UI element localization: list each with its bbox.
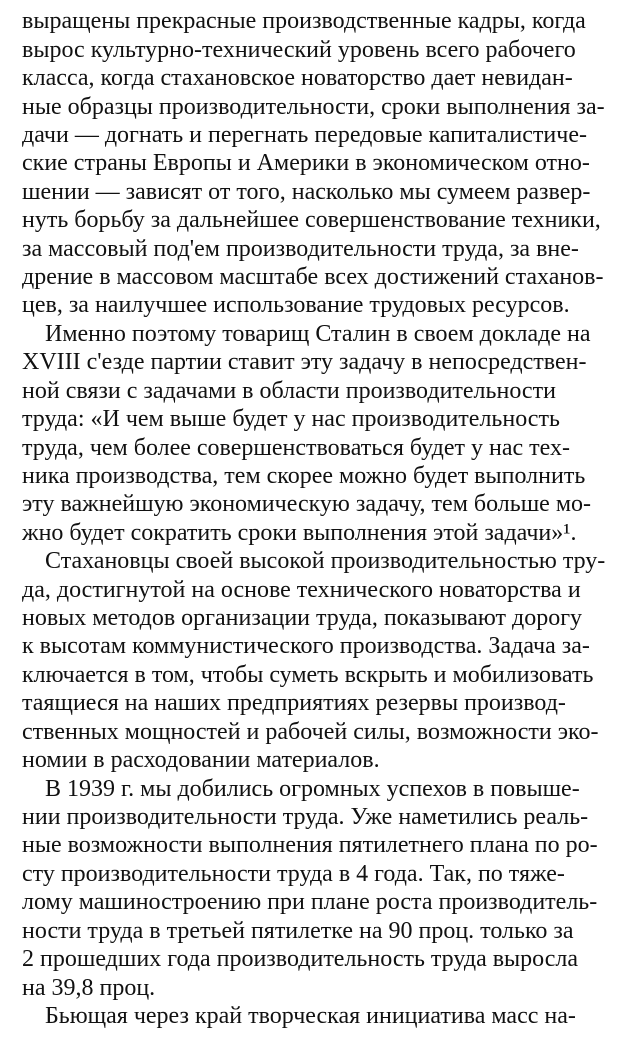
line-text: за массовый под'ем производительности труда, за вне-	[22, 236, 579, 262]
text-line	[0, 94, 644, 124]
text-line	[0, 179, 644, 209]
text-line	[0, 1003, 644, 1033]
text-line	[0, 292, 644, 322]
text-line	[0, 548, 644, 578]
text-line	[0, 236, 644, 266]
line-text: на 39,8 проц.	[22, 975, 156, 1001]
text-line	[0, 435, 644, 465]
text-line	[0, 37, 644, 67]
line-text: Бьющая через край творческая инициатива масс на-	[45, 1003, 576, 1029]
line-text: номии в расходовании материалов.	[22, 747, 380, 773]
line-text: ника производства, тем скорее можно будет выполнить	[22, 463, 586, 489]
text-line	[0, 747, 644, 777]
text-line	[0, 264, 644, 294]
line-text: XVIII с'езде партии ставит эту задачу в непосредствен-	[22, 349, 587, 375]
line-text: вырос культурно-технический уровень всего рабочего	[22, 37, 576, 63]
text-line	[0, 832, 644, 862]
text-line	[0, 633, 644, 663]
line-text: новых методов организации труда, показывают дорогу	[22, 605, 583, 631]
line-text: В 1939 г. мы добились огромных успехов в повыше-	[45, 776, 580, 802]
line-text: цев, за наилучшее использование трудовых ресурсов.	[22, 292, 570, 318]
text-line	[0, 406, 644, 436]
text-line	[0, 918, 644, 948]
line-text: нуть борьбу за дальнейшее совершенствование техники,	[22, 207, 601, 233]
line-text: ные возможности выполнения пятилетнего плана по ро-	[22, 832, 598, 858]
text-line	[0, 776, 644, 806]
text-line	[0, 378, 644, 408]
line-text: труда: «И чем выше будет у нас производительность	[22, 406, 560, 432]
text-line	[0, 719, 644, 749]
line-text: нии производительности труда. Уже наметились реаль-	[22, 804, 589, 830]
text-line	[0, 861, 644, 891]
text-line	[0, 804, 644, 834]
line-text: ключается в том, чтобы суметь вскрыть и мобилизовать	[22, 662, 594, 688]
line-text: Именно поэтому товарищ Сталин в своем докладе на	[45, 321, 591, 347]
line-text: лому машиностроению при плане роста производитель-	[22, 889, 598, 915]
line-text: ности труда в третьей пятилетке на 90 проц. только за	[22, 918, 574, 944]
line-text: ские страны Европы и Америки в экономическом отно-	[22, 150, 590, 176]
text-line	[0, 8, 644, 38]
line-text: к высотам коммунистического производства. Задача за-	[22, 633, 590, 659]
line-text: таящиеся на наших предприятиях резервы производ-	[22, 690, 566, 716]
text-line	[0, 150, 644, 180]
line-text: сту производительности труда в 4 года. Так, по тяже-	[22, 861, 565, 887]
text-line	[0, 520, 644, 550]
text-line	[0, 577, 644, 607]
text-line	[0, 662, 644, 692]
line-text: ственных мощностей и рабочей силы, возможности эко-	[22, 719, 599, 745]
line-text: жно будет сократить сроки выполнения этой задачи»¹.	[22, 520, 577, 546]
line-text: ной связи с задачами в области производительности	[22, 378, 556, 404]
text-line	[0, 122, 644, 152]
line-text: выращены прекрасные производственные кадры, когда	[22, 8, 586, 34]
text-line	[0, 491, 644, 521]
text-line	[0, 975, 644, 1005]
line-text: да, достигнутой на основе технического новаторства и	[22, 577, 581, 603]
text-line	[0, 463, 644, 493]
line-text: дачи — догнать и перегнать передовые капиталистиче-	[22, 122, 587, 148]
line-text: дрение в массовом масштабе всех достижений стаханов-	[22, 264, 604, 290]
line-text: шении — зависят от того, насколько мы сумеем развер-	[22, 179, 591, 205]
text-line	[0, 690, 644, 720]
text-line	[0, 605, 644, 635]
line-text: 2 прошедших года производительность труда выросла	[22, 946, 579, 972]
line-text: класса, когда стахановское новаторство дает невидан-	[22, 65, 573, 91]
text-line	[0, 946, 644, 976]
line-text: ные образцы производительности, сроки выполнения за-	[22, 94, 605, 120]
text-line	[0, 349, 644, 379]
text-line	[0, 321, 644, 351]
text-line	[0, 889, 644, 919]
text-line	[0, 65, 644, 95]
line-text: эту важнейшую экономическую задачу, тем больше мо-	[22, 491, 592, 517]
line-text: труда, чем более совершенствоваться будет у нас тех-	[22, 435, 570, 461]
text-line	[0, 207, 644, 237]
line-text: Стахановцы своей высокой производительностью тру-	[45, 548, 606, 574]
